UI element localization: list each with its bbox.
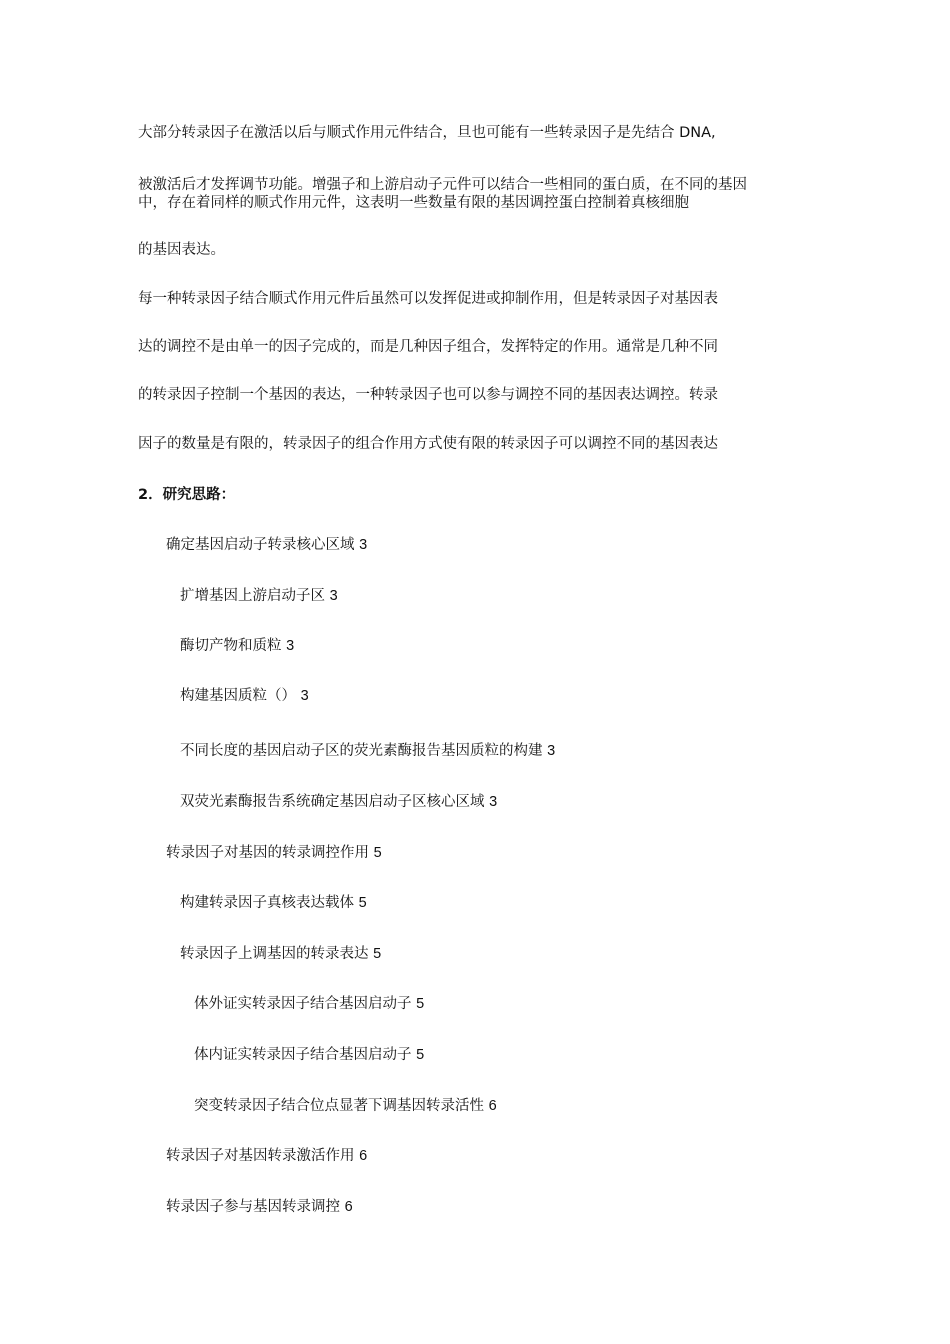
toc-entry-page: 5 bbox=[416, 996, 425, 1012]
paragraph-line: 中，存在着同样的顺式作用元件，这表明一些数量有限的基因调控蛋白控制着真核细胞 bbox=[138, 195, 689, 211]
paragraph-line: 每一种转录因子结合顺式作用元件后虽然可以发挥促进或抑制作用，但是转录因子对基因表 bbox=[138, 291, 718, 307]
toc-entry-page: 3 bbox=[286, 638, 295, 654]
toc-entry[interactable] bbox=[194, 1097, 497, 1115]
toc-entry-title: 转录因子对基因的转录调控作用 bbox=[166, 845, 369, 861]
toc-entry-title: 转录因子参与基因转录调控 bbox=[166, 1199, 340, 1215]
toc-entry-page: 5 bbox=[373, 946, 382, 962]
toc-entry[interactable] bbox=[166, 1147, 367, 1165]
toc-entry-page: 3 bbox=[359, 537, 368, 553]
toc-entry[interactable] bbox=[180, 793, 497, 811]
toc-entry-page: 5 bbox=[358, 895, 367, 911]
toc-entry-page: 3 bbox=[329, 588, 338, 604]
toc-entry-page: 5 bbox=[373, 845, 382, 861]
paragraph-line: 大部分转录因子在激活以后与顺式作用元件结合，旦也可能有一些转录因子是先结合 DNA, bbox=[138, 125, 716, 141]
toc-entry[interactable] bbox=[180, 687, 309, 705]
paragraph-line: 达的调控不是由单一的因子完成的，而是几种因子组合，发挥特定的作用。通常是几种不同 bbox=[138, 339, 718, 355]
toc-entry-title: 扩增基因上游启动子区 bbox=[180, 588, 325, 604]
paragraph-line: 的基因表达。 bbox=[138, 242, 225, 258]
toc-entry[interactable] bbox=[180, 945, 381, 963]
toc-entry[interactable] bbox=[194, 1046, 424, 1064]
toc-entry[interactable] bbox=[194, 995, 424, 1013]
toc-entry-title: 构建转录因子真核表达载体 bbox=[180, 895, 354, 911]
toc-entry-title: 突变转录因子结合位点显著下调基因转录活性 bbox=[194, 1098, 484, 1114]
toc-entry-page: 6 bbox=[488, 1098, 497, 1114]
toc-entry-title: 转录因子上调基因的转录表达 bbox=[180, 946, 369, 962]
toc-entry[interactable] bbox=[166, 1198, 353, 1216]
toc-entry-page: 6 bbox=[359, 1148, 368, 1164]
toc-entry-page: 3 bbox=[300, 688, 309, 704]
toc-entry[interactable] bbox=[180, 742, 555, 760]
toc-entry-page: 6 bbox=[344, 1199, 353, 1215]
paragraph-line: 的转录因子控制一个基因的表达，一种转录因子也可以参与调控不同的基因表达调控。转录 bbox=[138, 387, 718, 403]
paragraph-line: 被激活后才发挥调节功能。增强子和上游启动子元件可以结合一些相同的蛋白质，在不同的基因 bbox=[138, 177, 747, 193]
toc-entry-title: 双荧光素酶报告系统确定基因启动子区核心区域 bbox=[180, 794, 485, 810]
toc-entry[interactable] bbox=[166, 536, 367, 554]
toc-entry-title: 体外证实转录因子结合基因启动子 bbox=[194, 996, 412, 1012]
toc-entry[interactable] bbox=[180, 894, 367, 912]
toc-entry-title: 体内证实转录因子结合基因启动子 bbox=[194, 1047, 412, 1063]
toc-entry-page: 5 bbox=[416, 1047, 425, 1063]
toc-entry[interactable] bbox=[180, 637, 294, 655]
toc-entry-title: 不同长度的基因启动子区的荧光素酶报告基因质粒的构建 bbox=[180, 743, 543, 759]
toc-entry-title: 转录因子对基因转录激活作用 bbox=[166, 1148, 355, 1164]
paragraph-line: 因子的数量是有限的，转录因子的组合作用方式使有限的转录因子可以调控不同的基因表达 bbox=[138, 436, 718, 452]
toc-entry-title: 确定基因启动子转录核心区域 bbox=[166, 537, 355, 553]
toc-entry-title: 酶切产物和质粒 bbox=[180, 638, 282, 654]
toc-entry[interactable] bbox=[166, 844, 382, 862]
toc-entry-title: 构建基因质粒（） bbox=[180, 688, 296, 704]
section-heading: 2．研究思路： bbox=[138, 487, 236, 503]
toc-entry[interactable] bbox=[180, 587, 338, 605]
toc-entry-page: 3 bbox=[547, 743, 556, 759]
toc-entry-page: 3 bbox=[489, 794, 498, 810]
